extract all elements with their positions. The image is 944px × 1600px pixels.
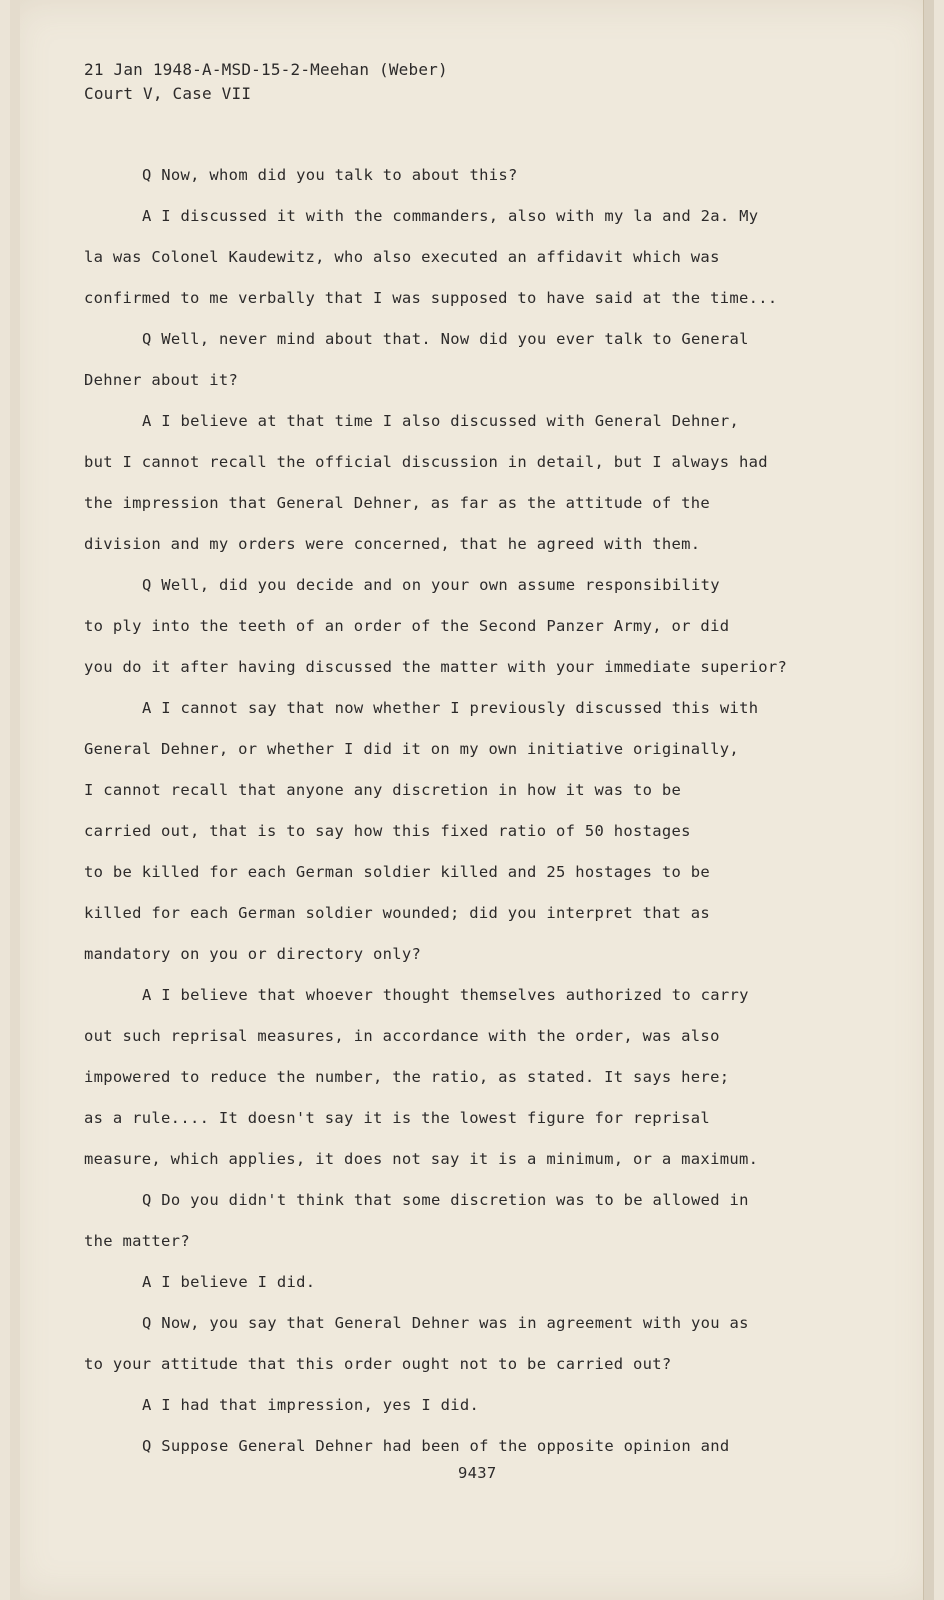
transcript-line: Q Well, did you decide and on your own assume responsibility [142,576,720,594]
transcript-line: Dehner about it? [84,371,239,389]
transcript-line: the impression that General Dehner, as far as the attitude of the [84,494,711,512]
transcript-line: Q Well, never mind about that. Now did you ever talk to General [142,330,749,348]
transcript-line: you do it after having discussed the matter with your immediate superior? [84,658,788,676]
transcript-line: impowered to reduce the number, the ratio, as stated. It says here; [84,1068,730,1086]
header-line-2: Court V, Case VII [84,84,252,103]
transcript-line: to be killed for each German soldier killed and 25 hostages to be [84,863,711,881]
transcript-line: A I discussed it with the commanders, also with my la and 2a. My [142,207,759,225]
document-header [84,58,448,106]
transcript-line: division and my orders were concerned, that he agreed with them. [84,535,701,553]
transcript-line: out such reprisal measures, in accordance with the order, was also [84,1027,720,1045]
transcript-line: A I believe I did. [142,1273,316,1291]
transcript-line: I cannot recall that anyone any discretion in how it was to be [84,781,682,799]
transcript-line: Q Do you didn't think that some discretion was to be allowed in [142,1191,749,1209]
transcript-line: to your attitude that this order ought not to be carried out? [84,1355,672,1373]
transcript-line: Q Suppose General Dehner had been of the opposite opinion and [142,1437,730,1455]
transcript-line: A I cannot say that now whether I previously discussed this with [142,699,759,717]
page-edge-right [923,0,934,1600]
transcript-line: A I believe that whoever thought themselves authorized to carry [142,986,749,1004]
document-page [10,0,934,1600]
transcript-line: to ply into the teeth of an order of the Second Panzer Army, or did [84,617,730,635]
page-edge-left [10,0,20,1600]
header-line-1: 21 Jan 1948-A-MSD-15-2-Meehan (Weber) [84,60,448,79]
transcript-line: carried out, that is to say how this fixed ratio of 50 hostages [84,822,691,840]
transcript-line: measure, which applies, it does not say it is a minimum, or a maximum. [84,1150,759,1168]
transcript-line: confirmed to me verbally that I was supposed to have said at the time... [84,289,778,307]
transcript-line: but I cannot recall the official discussion in detail, but I always had [84,453,768,471]
transcript-line: la was Colonel Kaudewitz, who also executed an affidavit which was [84,248,720,266]
transcript-line: Q Now, you say that General Dehner was in agreement with you as [142,1314,749,1332]
page-number: 9437 [458,1464,497,1482]
transcript-line: A I had that impression, yes I did. [142,1396,480,1414]
transcript-line: A I believe at that time I also discussed with General Dehner, [142,412,740,430]
transcript-body [84,163,844,1475]
transcript-line: General Dehner, or whether I did it on my own initiative originally, [84,740,739,758]
transcript-line: mandatory on you or directory only? [84,945,422,963]
transcript-line: Q Now, whom did you talk to about this? [142,166,518,184]
transcript-line: the matter? [84,1232,190,1250]
transcript-line: as a rule.... It doesn't say it is the lowest figure for reprisal [84,1109,711,1127]
transcript-line: killed for each German soldier wounded; did you interpret that as [84,904,711,922]
